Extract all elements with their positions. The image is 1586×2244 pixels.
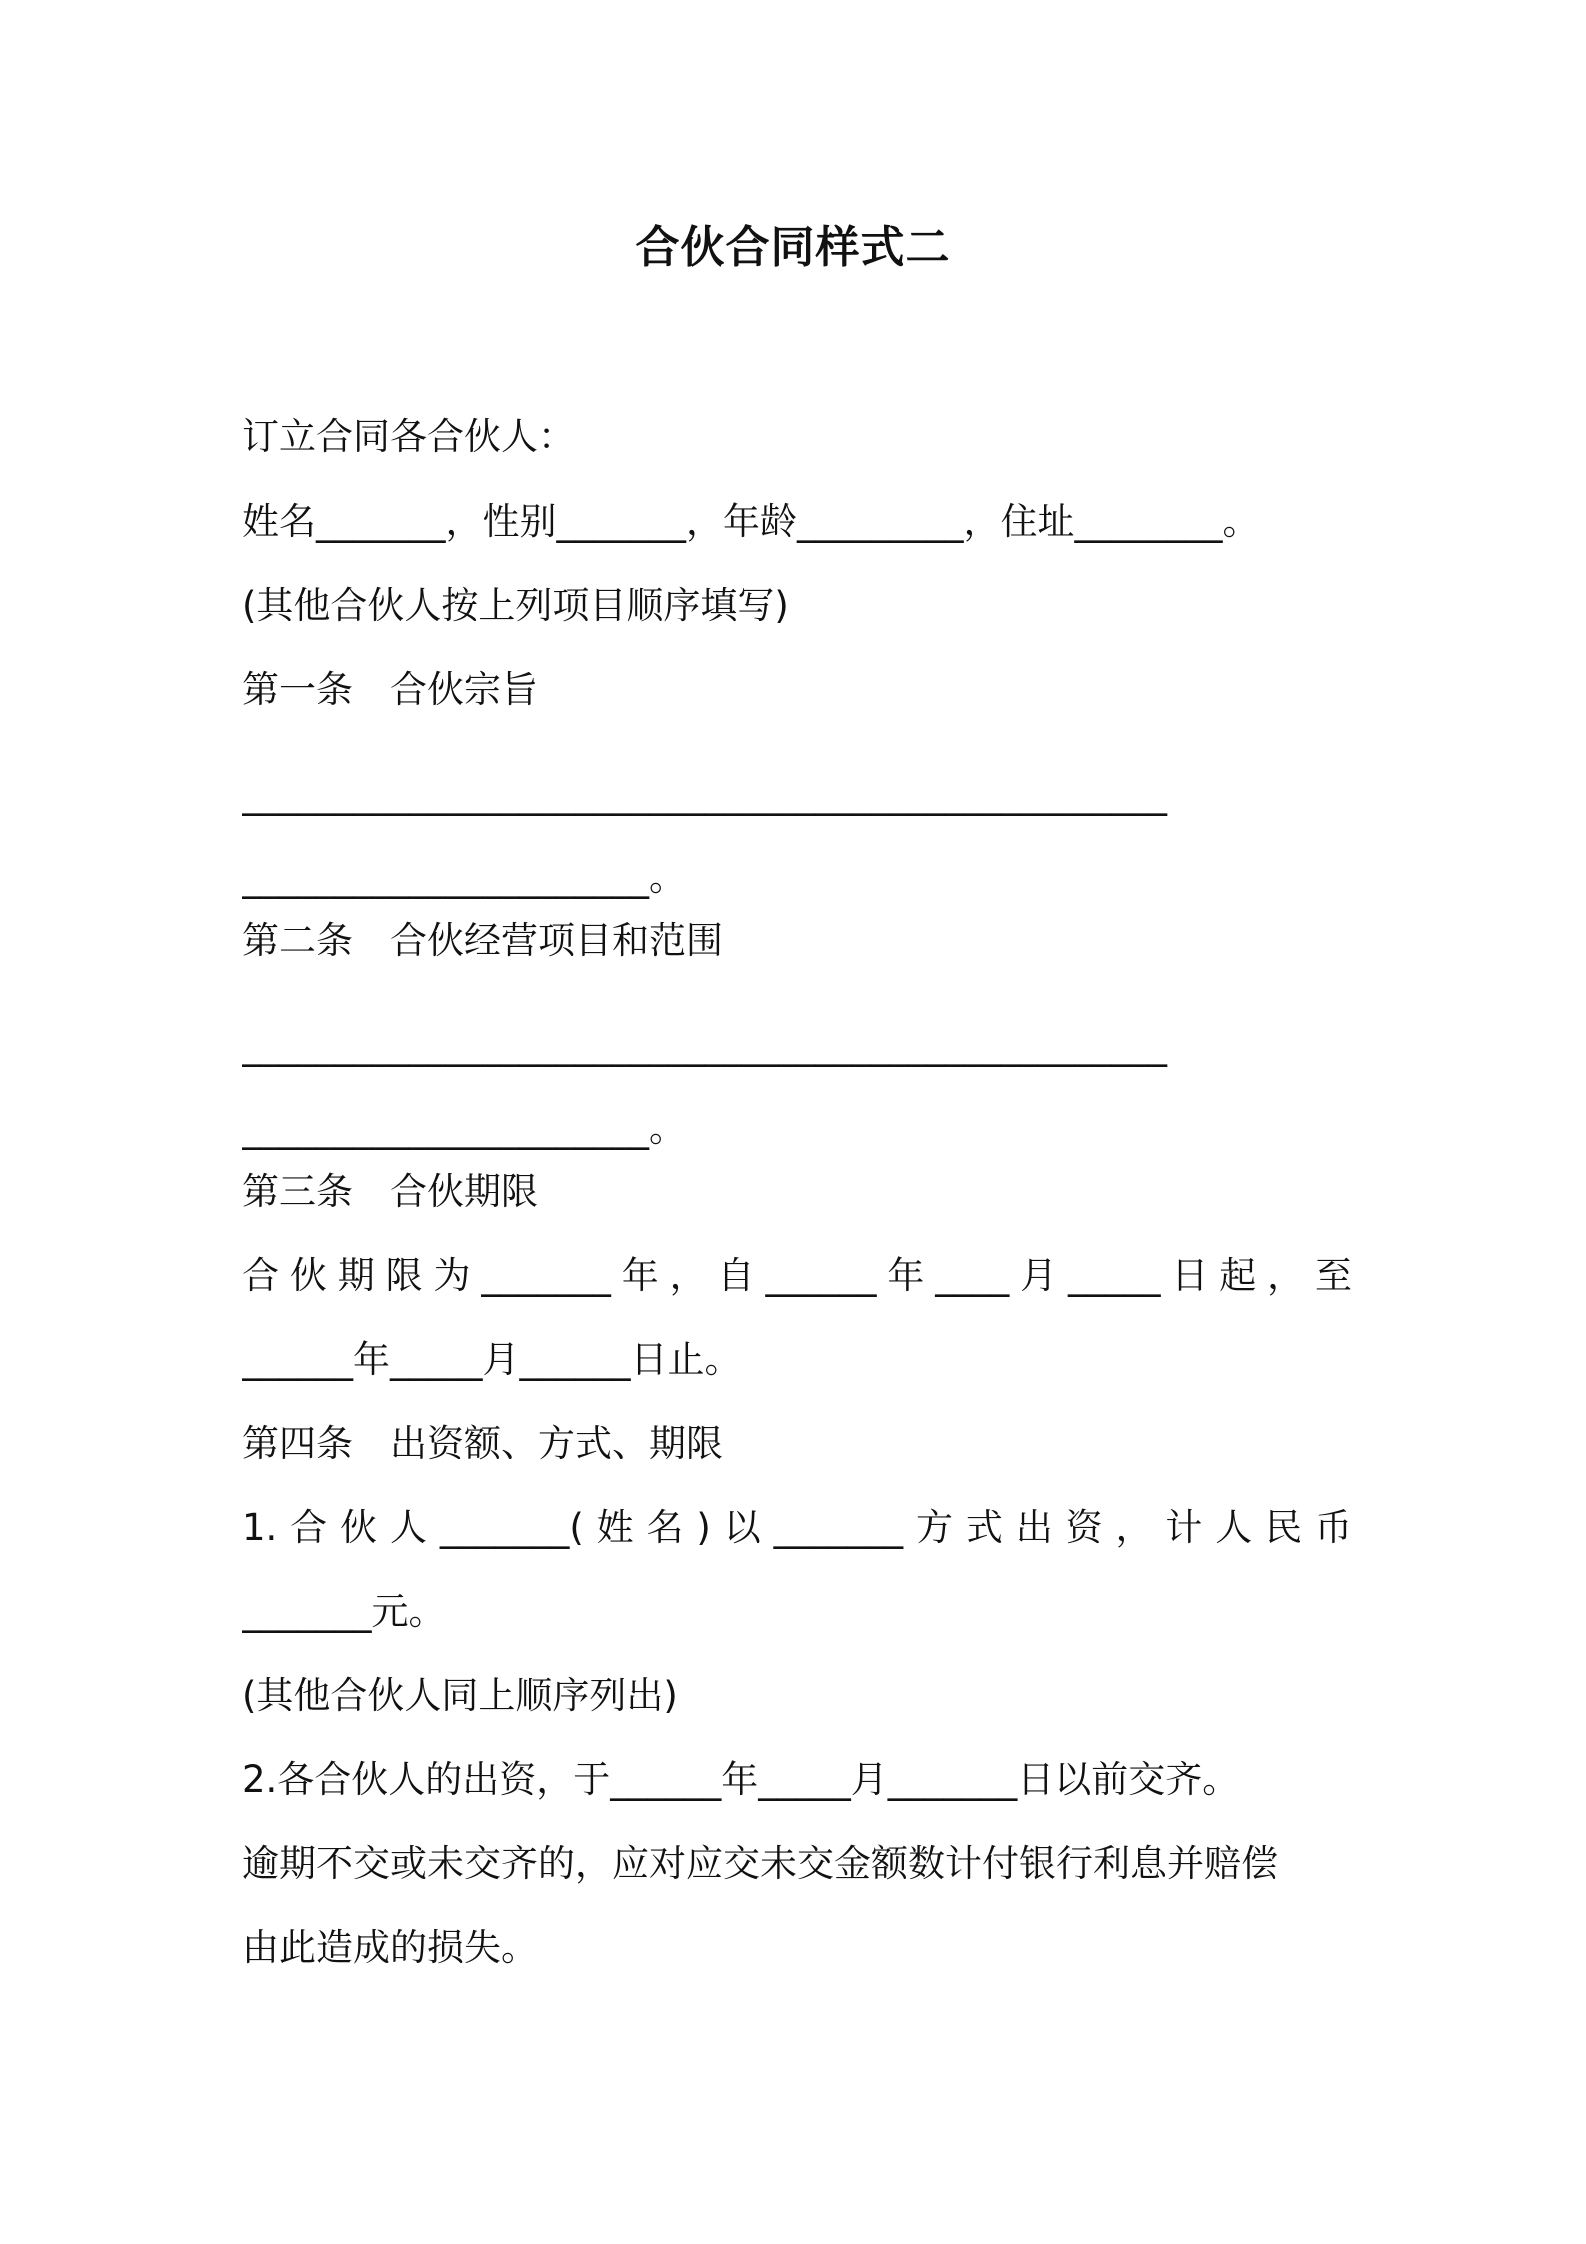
article-4-clause-1-end: _______元。 — [242, 1590, 446, 1633]
article-1-heading: 第一条 合伙宗旨 — [242, 668, 538, 711]
parties-heading: 订立合同各合伙人： — [242, 415, 575, 458]
article-2-heading: 第二条 合伙经营项目和范围 — [242, 919, 723, 962]
article-3-term-line: 合伙期限为_______年，自______年____月_____日起，至 — [242, 1254, 1352, 1297]
article-4-clause-2: 2.各合伙人的出资，于______年_____月_______日以前交齐。 — [242, 1758, 1240, 1801]
article-4-heading: 第四条 出资额、方式、期限 — [242, 1422, 723, 1465]
article-4-clause-2-end: 由此造成的损失。 — [242, 1926, 538, 1969]
article-3-heading: 第三条 合伙期限 — [242, 1170, 538, 1213]
article-1-blank-line-end: ______________________。 — [242, 856, 686, 899]
document-title: 合伙合同样式二 — [635, 222, 951, 273]
article-1-blank-line: __________________________________________________ — [242, 773, 1167, 816]
article-2-blank-line-end: ______________________。 — [242, 1107, 686, 1150]
article-2-blank-line: __________________________________________________ — [242, 1024, 1167, 1067]
parties-note: (其他合伙人按上列项目顺序填写) — [242, 584, 789, 627]
article-4-clause-2-cont: 逾期不交或未交齐的，应对应交未交金额数计付银行利息并赔偿 — [242, 1842, 1278, 1885]
article-4-note: (其他合伙人同上顺序列出) — [242, 1674, 678, 1717]
article-3-term-end-line: ______年_____月______日止。 — [242, 1338, 742, 1381]
party-info-line: 姓名_______，性别_______，年龄_________，住址________。 — [242, 500, 1260, 543]
article-4-clause-1: 1.合伙人_______(姓名)以_______方式出资，计人民币 — [242, 1506, 1352, 1549]
